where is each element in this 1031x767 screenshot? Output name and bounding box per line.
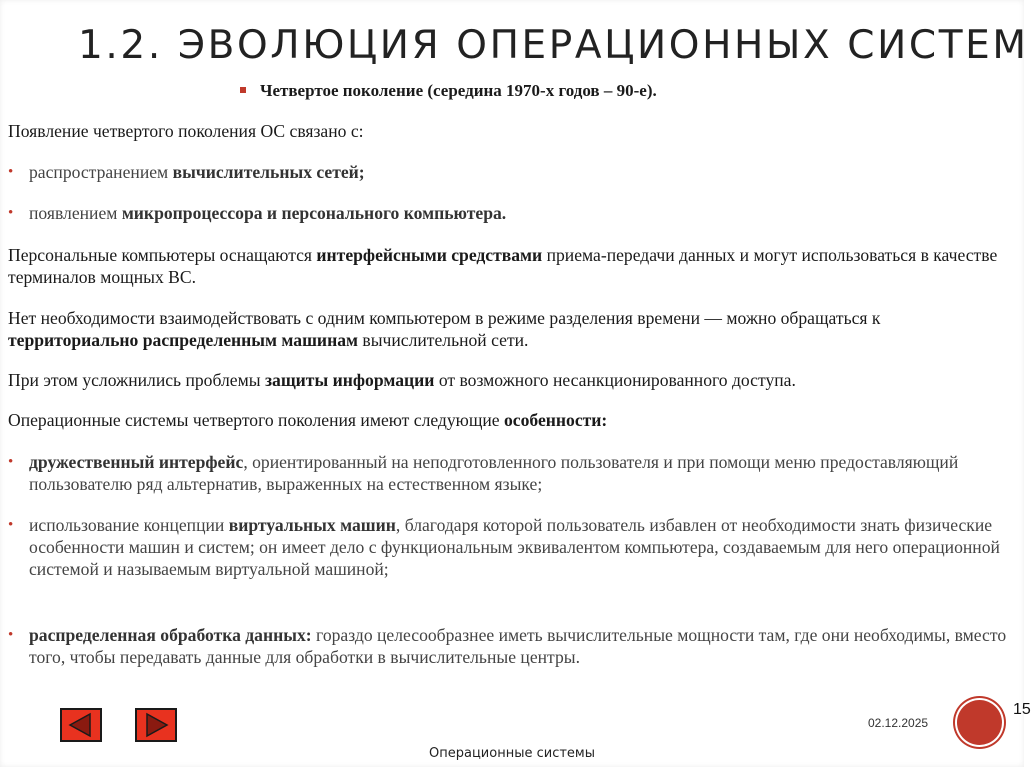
next-slide-button[interactable]	[135, 708, 177, 742]
footer-caption: Операционные системы	[429, 746, 595, 761]
security-paragraph	[8, 369, 1008, 391]
time-sharing-paragraph	[8, 307, 1008, 351]
text-segment: Нет необходимости взаимодействовать с одним компьютером в режиме разделения времени — можно обращаться к	[8, 308, 881, 328]
arrow-left-icon	[62, 710, 100, 740]
intro-paragraph: Появление четвертого поколения ОС связано с:	[8, 121, 364, 141]
arrow-right-icon	[137, 710, 175, 740]
bold-segment: распределенная обработка данных:	[29, 625, 312, 645]
feature-item	[8, 624, 1008, 668]
square-bullet-icon	[240, 87, 246, 93]
bold-segment: вычислительных сетей;	[172, 162, 365, 182]
text-segment: Операционные системы четвертого поколения имеют следующие	[8, 410, 504, 430]
text-segment: , ориентированный на неподготовленного пользователя и при помощи меню предоставляющий пользователю ряд альтернатив, выраженных на естественном языке;	[29, 452, 959, 494]
text-segment: появлением	[29, 203, 122, 223]
bullet-dot-icon: •	[8, 517, 14, 533]
bold-segment: защиты информации	[264, 370, 435, 390]
feature-item	[8, 451, 1008, 495]
bold-segment: территориально распределенным машинам	[8, 330, 358, 350]
text-segment: использование концепции	[29, 515, 229, 535]
slide-date: 02.12.2025	[868, 716, 929, 730]
bullet-dot-icon: •	[8, 205, 14, 221]
pc-paragraph	[8, 244, 1008, 288]
bold-segment: особенности:	[503, 410, 608, 430]
bold-segment: дружественный интерфейс	[29, 452, 244, 472]
page-number: 15	[1013, 701, 1031, 718]
bullet-dot-icon: •	[8, 454, 14, 470]
slide-subtitle	[240, 81, 657, 101]
text-segment: распространением	[29, 162, 173, 182]
features-paragraph	[8, 409, 1008, 431]
cause-item	[8, 161, 1008, 183]
subtitle-text: Четвертое поколение (середина 1970-х годов – 90-е).	[260, 81, 657, 100]
feature-item	[8, 514, 1008, 580]
text-segment: Персональные компьютеры оснащаются	[8, 245, 317, 265]
text-segment: приема-передачи данных и могут использоваться в качестве терминалов мощных ВС.	[8, 245, 998, 287]
text-segment: от возможного несанкционированного доступа.	[434, 370, 796, 390]
slide-title: 1.2. ЭВОЛЮЦИЯ ОПЕРАЦИОННЫХ СИСТЕМ	[78, 23, 1029, 68]
bullet-dot-icon: •	[8, 627, 14, 643]
bold-segment: микропроцессора и персонального компьютера.	[121, 203, 507, 223]
text-segment: гораздо целесообразнее иметь вычислительные мощности там, где они необходимы, вместо того, чтобы передавать данные для обработки в вычислительные центры.	[29, 625, 1007, 667]
cause-item	[8, 202, 1008, 224]
page-circle-decoration	[957, 700, 1002, 745]
bold-segment: интерфейсными средствами	[316, 245, 543, 265]
text-segment: вычислительной сети.	[358, 330, 529, 350]
bullet-dot-icon: •	[8, 164, 14, 180]
prev-slide-button[interactable]	[60, 708, 102, 742]
text-segment: При этом усложнились проблемы	[8, 370, 265, 390]
bold-segment: виртуальных машин	[228, 515, 396, 535]
text-segment: , благодаря которой пользователь избавлен от необходимости знать физические особенности машин и систем; он имеет дело с функциональным эквивалентом компьютера, создаваемым для него операционной системой и называемым виртуальной машиной;	[29, 515, 1000, 579]
